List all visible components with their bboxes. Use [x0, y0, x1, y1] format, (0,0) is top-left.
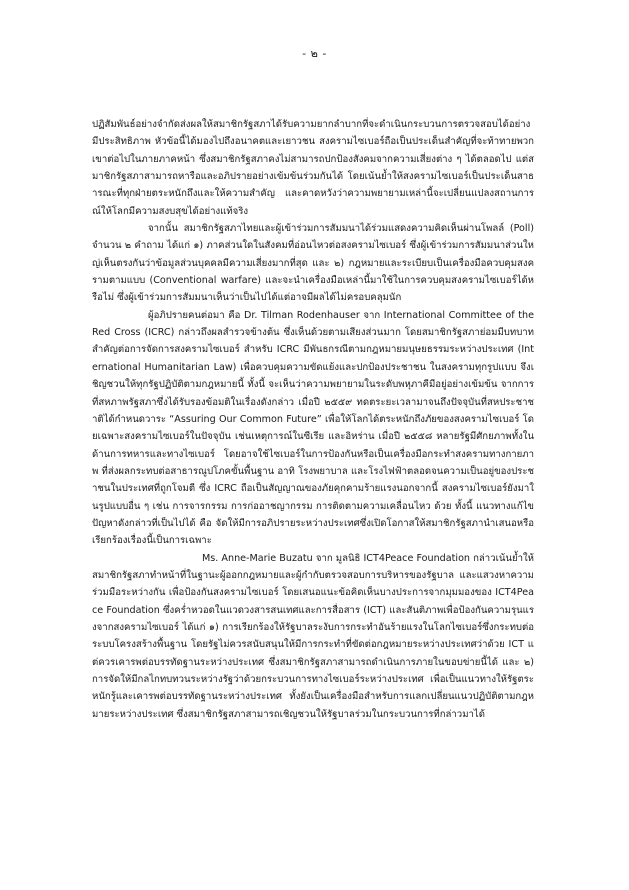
page-number: - ๒ - — [302, 47, 327, 60]
paragraph-2: จากนั้น สมาชิกรัฐสภาไทยและผู้เข้าร่วมการสัมมนาได้ร่วมแสดงความคิดเห็นผ่านโพลล์ (Poll) จำนวน ๒ คำถาม ได้แก่ ๑) ภาคส่วนใดในสังคมที่อ่อนไหวต่อสงครามไซเบอร์ ซึ่งผู้เข้าร่วมการสัมมนาส่วนใหญ่เห็นตรงกันว่าข้อมูลส่วนบุคคลมีความเสี่ยงมากที่สุด และ ๒) กฎหมายและระเบียบเป็นเครื่องมือควบคุมสงครามตามแบบ (Conventional warfare) และจะนำเครื่องมือเหล่านี้มาใช้ในการควบคุมสงครามไซเบอร์ได้หรือไม่ ซึ่งผู้เข้าร่วมการสัมมนาเห็นว่าเป็นไปได้แต่อาจมีผลได้ไม่ครอบคลุมนัก — [92, 223, 534, 304]
document-body — [92, 116, 534, 723]
paragraph-1: ปฏิสัมพันธ์อย่างจำกัดส่งผลให้สมาชิกรัฐสภาได้รับความยากลำบากที่จะดำเนินกระบวนการตรวจสอบได้อย่างมีประสิทธิภาพ หัวข้อนี้ได้มองไปถึงอนาคตและเยาวชน สงครามไซเบอร์ถือเป็นประเด็นสำคัญที่จะท้าทายพวกเขาต่อไปในภายภาคหน้า ซึ่งสมาชิกรัฐสภาคงไม่สามารถปกป้องสังคมจากความเสี่ยงต่าง ๆ ได้ตลอดไป แต่สมาชิกรัฐสภาสามารถหารือและอภิปรายอย่างเข้มข้นร่วมกันได้ โดยเน้นย้ำให้สงครามไซเบอร์เป็นประเด็นสาธารณะที่ทุกฝ่ายตระหนักถึงและให้ความสำคัญ และคาดหวังว่าความพยายามเหล่านี้จะเปลี่ยนแปลงสถานการณ์ให้โลกมีความสงบสุขได้อย่างแท้จริง — [92, 119, 534, 217]
paragraph-4: Ms. Anne-Marie Buzatu จาก มูลนิธิ ICT4Peace Foundation กล่าวเน้นย้ำให้สมาชิกรัฐสภาทำหน้าที่ในฐานะผู้ออกกฎหมายและผู้กำกับตรวจสอบการบริหารของรัฐบาล และแสวงหาความร่วมมือระหว่างกัน เพื่อป้องกันสงครามไซเบอร์ โดยเสนอแนะข้อคิดเห็นบางประการจากมุมมองของ ICT4Peace Foundation ซึ่งคร่ำหวอดในแวดวงสารสนเทศและการสื่อสาร (ICT) และสันติภาพเพื่อป้องกันความรุนแรงจากสงครามไซเบอร์ ได้แก่ ๑) การเรียกร้องให้รัฐบาลระงับการกระทำอันร้ายแรงในโลกไซเบอร์ซึ่งกระทบต่อระบบโครงสร้างพื้นฐาน โดยรัฐไม่ควรสนับสนุนให้มีการกระทำที่ขัดต่อกฎหมายระหว่างประเทศว่าด้วย ICT แต่ควรเคารพต่อบรรทัดฐานระหว่างประเทศ ซึ่งสมาชิกรัฐสภาสามารถดำเนินการภายในขอบข่ายนี้ได้ และ ๒) การจัดให้มีกลไกทบทวนระหว่างรัฐว่าด้วยกระบวนการทางไซเบอร์ระหว่างประเทศ เพื่อเป็นแนวทางให้รัฐตระหนักรู้และเคารพต่อบรรทัดฐานระหว่างประเทศ ทั้งยังเป็นเครื่องมือสำหรับการแลกเปลี่ยนแนวปฏิบัติตามกฎหมายระหว่างประเทศ ซึ่งสมาชิกรัฐสภาสามารถเชิญชวนให้รัฐบาลร่วมในกระบวนการที่กล่าวมาได้ — [92, 552, 534, 720]
paragraph-3: ผู้อภิปรายคนต่อมา คือ Dr. Tilman Rodenhauser จาก International Committee of the Red Cross (ICRC) กล่าวถึงผลสำรวจข้างต้น ซึ่งเห็นด้วยตามเสียงส่วนมาก โดยสมาชิกรัฐสภาย่อมมีบทบาทสำคัญต่อการจัดการสงครามไซเบอร์ สำหรับ ICRC มีพันธกรณีตามกฎหมายมนุษยธรรมระหว่างประเทศ (International Humanitarian Law) เพื่อควบคุมความขัดแย้งและปกป้องประชาชน ในสงครามทุกรูปแบบ จึงเชิญชวนให้ทุกรัฐปฏิบัติตามกฎหมายนี้ ทั้งนี้ จะเห็นว่าความพยายามในระดับพหุภาคีมีอยู่อย่างเข้มข้น จากการที่สหภาพรัฐสภาซึ่งได้รับรองข้อมติในเรื่องดังกล่าว เมื่อปี ๒๕๕๙ ทดตระยะเวลามาจนถึงปัจจุบันที่สหประชาชาติได้กำหนดวาระ “Assuring Our Common Future” เพื่อให้โลกได้ตระหนักถึงภัยของสงครามไซเบอร์ โดยเฉพาะสงครามไซเบอร์ในปัจจุบัน เช่นเหตุการณ์ในซีเรีย และอิหร่าน เมื่อปี ๒๕๕๘ หลายรัฐมีศักยภาพทั้งในด้านการทหารและทางไซเบอร์ โดยอาจใช้ไซเบอร์ในการป้องกันหรือเป็นเครื่องมือกระทำสงครามทางกายภาพ ที่ส่งผลกระทบต่อสาธารณูปโภคขั้นพื้นฐาน อาทิ โรงพยาบาล และโรงไฟฟ้าตลอดจนความเป็นอยู่ของประชาชนในประเทศที่ถูกโจมตี ซึ่ง ICRC ถือเป็นสัญญาณของภัยคุกคามร้ายแรงนอกจากนี้ สงครามไซเบอร์ยังมาในรูปแบบอื่น ๆ เช่น การจารกรรม การก่ออาชญากรรม การติดตามความเคลื่อนไหว ด้วย ทั้งนี้ แนวทางแก้ไขปัญหาดังกล่าวที่เป็นไปได้ คือ จัดให้มีการอภิปรายระหว่างประเทศซึ่งเปิดโอกาสให้สมาชิกรัฐสภานำเสนอหรือเรียกร้องเรื่องนี้เป็นการเฉพาะ — [92, 309, 534, 547]
